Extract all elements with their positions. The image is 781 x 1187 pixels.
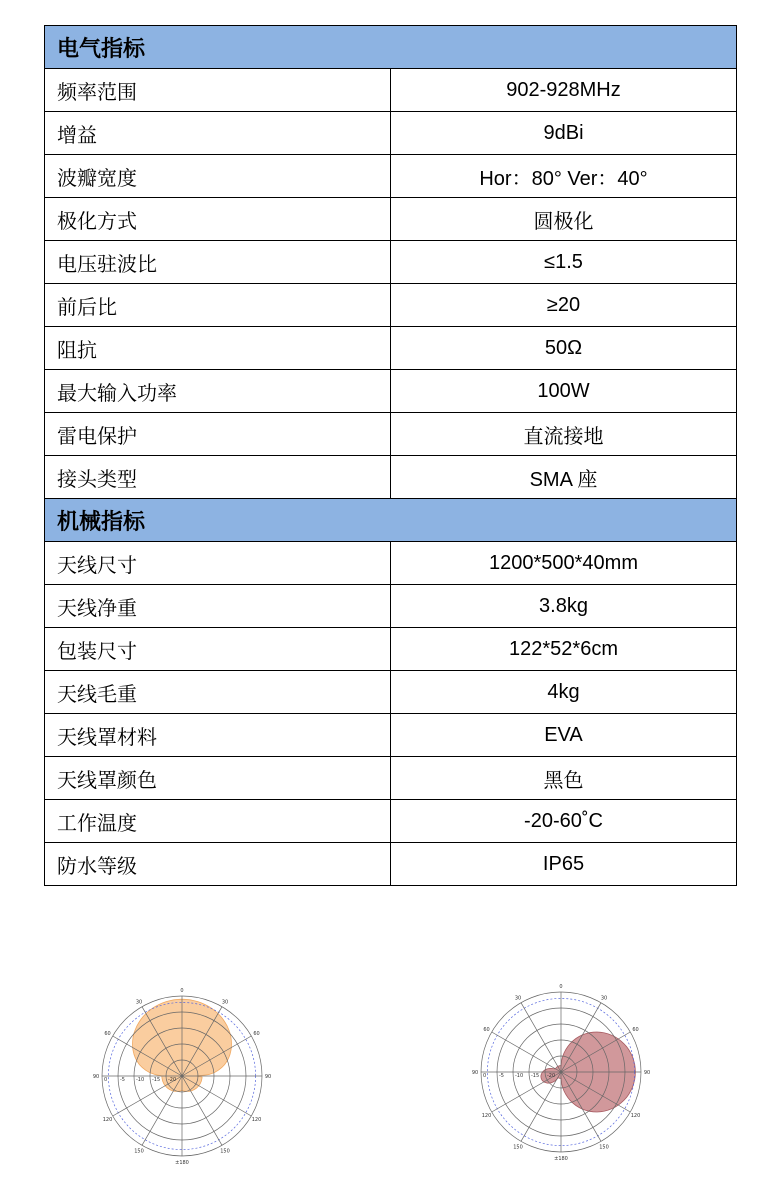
spec-value: -20-60˚C: [391, 800, 737, 843]
table-row: [45, 843, 737, 886]
spec-label: 最大输入功率: [45, 370, 391, 413]
spec-label: 电压驻波比: [45, 241, 391, 284]
angle-label: 150: [134, 1148, 144, 1155]
table-row: [45, 413, 737, 456]
electrical-section-header: [45, 26, 737, 69]
spec-label: 波瓣宽度: [45, 155, 391, 198]
angle-label: 90: [471, 1070, 479, 1076]
grid-spoke: [142, 1076, 182, 1145]
ring-label: 0: [104, 1077, 108, 1083]
angle-label: 120: [251, 1117, 262, 1123]
angle-label: 60: [104, 1031, 111, 1037]
table-row: [45, 542, 737, 585]
ring-label: -5: [120, 1077, 125, 1083]
radiation-pattern-vertical: [465, 976, 657, 1168]
ring-label: -15: [531, 1073, 540, 1079]
spec-value: IP65: [391, 843, 737, 886]
table-row: [45, 327, 737, 370]
spec-label: 工作温度: [45, 800, 391, 843]
angle-label: 150: [599, 1144, 609, 1151]
spec-value: 黑色: [391, 757, 737, 800]
spec-label: 天线尺寸: [45, 542, 391, 585]
spec-value: EVA: [391, 714, 737, 757]
spec-value: 3.8kg: [391, 585, 737, 628]
table-row: [45, 112, 737, 155]
ring-label: -15: [152, 1077, 161, 1083]
table-row: [45, 241, 737, 284]
angle-label: 150: [513, 1144, 523, 1151]
spec-value: Hor：80° Ver：40°: [391, 155, 737, 198]
spec-value: 4kg: [391, 671, 737, 714]
spec-label: 包装尺寸: [45, 628, 391, 671]
angle-label: 90: [92, 1074, 100, 1080]
angle-label: 120: [481, 1113, 492, 1119]
spec-table-body: [45, 26, 737, 886]
spec-value: 902-928MHz: [391, 69, 737, 112]
spec-value: 9dBi: [391, 112, 737, 155]
angle-label: 0: [559, 984, 563, 990]
mechanical-section-title: 机械指标: [45, 499, 737, 542]
angle-label: 120: [102, 1117, 113, 1123]
angle-label: 90: [643, 1070, 651, 1076]
spec-table: [44, 25, 737, 886]
table-row: [45, 198, 737, 241]
angle-label: 30: [135, 999, 143, 1006]
table-row: [45, 628, 737, 671]
grid-spoke: [182, 1076, 251, 1116]
spec-value: ≥20: [391, 284, 737, 327]
spec-label: 极化方式: [45, 198, 391, 241]
table-row: [45, 800, 737, 843]
angle-label: 60: [483, 1027, 490, 1033]
grid-spoke: [521, 1072, 561, 1141]
spec-label: 天线净重: [45, 585, 391, 628]
mechanical-section-header: [45, 499, 737, 542]
spec-value: SMA 座: [391, 456, 737, 499]
spec-label: 增益: [45, 112, 391, 155]
spec-value: ≤1.5: [391, 241, 737, 284]
table-row: [45, 757, 737, 800]
angle-label: 30: [221, 999, 229, 1006]
spec-label: 前后比: [45, 284, 391, 327]
table-row: [45, 155, 737, 198]
spec-label: 雷电保护: [45, 413, 391, 456]
spec-label: 天线罩颜色: [45, 757, 391, 800]
angle-label: 120: [630, 1113, 641, 1119]
spec-value: 50Ω: [391, 327, 737, 370]
table-row: [45, 69, 737, 112]
angle-label: 0: [180, 988, 184, 994]
angle-label: 60: [632, 1027, 639, 1033]
grid-spoke: [521, 1003, 561, 1072]
spec-value: 直流接地: [391, 413, 737, 456]
spec-label: 天线罩材料: [45, 714, 391, 757]
ring-label: -10: [136, 1077, 145, 1083]
spec-label: 天线毛重: [45, 671, 391, 714]
table-row: [45, 671, 737, 714]
angle-label: 90: [264, 1074, 272, 1080]
ring-label: -10: [515, 1073, 524, 1079]
ring-label: -20: [168, 1077, 177, 1083]
angle-label: 30: [600, 995, 608, 1002]
spec-label: 频率范围: [45, 69, 391, 112]
table-row: [45, 370, 737, 413]
ring-label: -5: [499, 1073, 504, 1079]
grid-spoke: [492, 1032, 561, 1072]
spec-value: 122*52*6cm: [391, 628, 737, 671]
spec-label: 接头类型: [45, 456, 391, 499]
angle-label: ±180: [554, 1156, 568, 1162]
ring-label: 0: [483, 1073, 487, 1079]
angle-label: ±180: [175, 1160, 189, 1166]
spec-label: 防水等级: [45, 843, 391, 886]
table-row: [45, 714, 737, 757]
angle-label: 150: [220, 1148, 230, 1155]
grid-spoke: [182, 1076, 222, 1145]
spec-value: 100W: [391, 370, 737, 413]
spec-label: 阻抗: [45, 327, 391, 370]
electrical-section-title: 电气指标: [45, 26, 737, 69]
table-row: [45, 456, 737, 499]
table-row: [45, 585, 737, 628]
table-row: [45, 284, 737, 327]
spec-value: 1200*500*40mm: [391, 542, 737, 585]
ring-label: -20: [547, 1073, 556, 1079]
radiation-pattern-horizontal: [86, 980, 278, 1172]
angle-label: 30: [514, 995, 522, 1002]
angle-label: 60: [253, 1031, 260, 1037]
spec-value: 圆极化: [391, 198, 737, 241]
